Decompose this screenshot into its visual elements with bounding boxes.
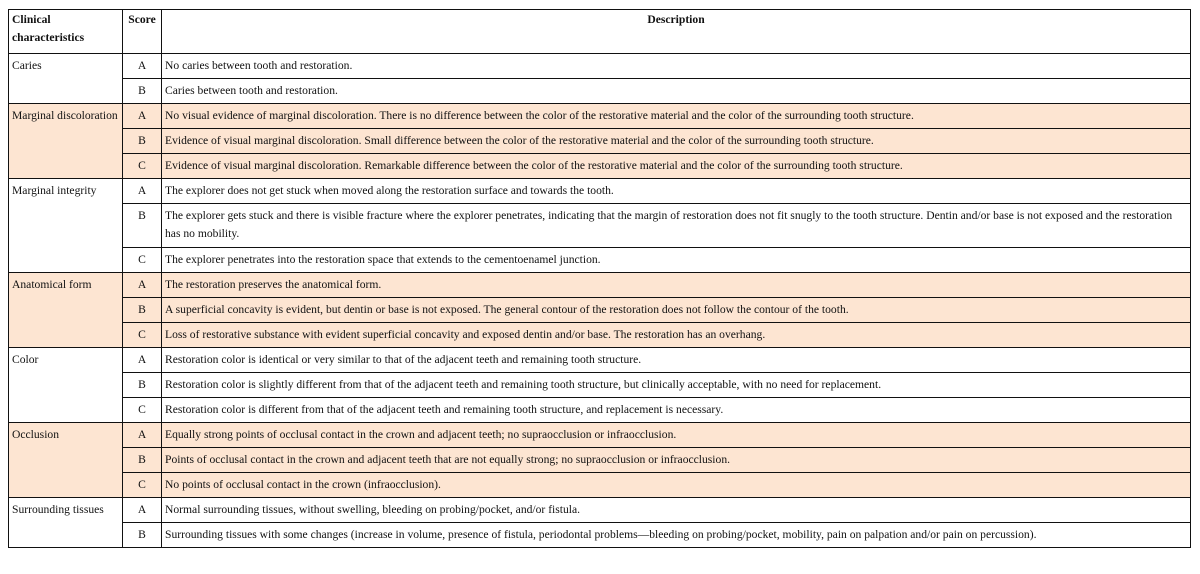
score-cell: C	[123, 473, 162, 498]
header-score: Score	[123, 10, 162, 54]
characteristic-cell: Surrounding tissues	[9, 498, 123, 548]
description-cell: Evidence of visual marginal discoloration. Small difference between the color of the restorative material and the color of the surrounding tooth structure.	[162, 129, 1191, 154]
score-cell: A	[123, 423, 162, 448]
table-row	[9, 79, 1191, 104]
table-row	[9, 323, 1191, 348]
characteristic-cell: Marginal integrity	[9, 179, 123, 273]
description-cell: The explorer does not get stuck when moved along the restoration surface and towards the tooth.	[162, 179, 1191, 204]
table-row	[9, 423, 1191, 448]
description-cell: Surrounding tissues with some changes (increase in volume, presence of fistula, periodontal problems—bleeding on probing/pocket, mobility, pain on palpation and/or pain on percussion).	[162, 523, 1191, 548]
characteristic-cell: Anatomical form	[9, 273, 123, 348]
score-cell: A	[123, 179, 162, 204]
description-cell: The explorer gets stuck and there is visible fracture where the explorer penetrates, indicating that the margin of restoration does not fit snugly to the tooth structure. Dentin and/or base is not exposed and the restoration has no mobility.	[162, 204, 1191, 248]
score-cell: B	[123, 129, 162, 154]
score-cell: A	[123, 348, 162, 373]
score-cell: A	[123, 54, 162, 79]
table-row	[9, 373, 1191, 398]
table-body	[9, 54, 1191, 548]
score-cell: B	[123, 204, 162, 248]
header-characteristics: Clinical characteristics	[9, 10, 123, 54]
table-row	[9, 248, 1191, 273]
table-row	[9, 104, 1191, 129]
header-row	[9, 10, 1191, 54]
description-cell: Points of occlusal contact in the crown and adjacent teeth that are not equally strong; no supraocclusion or infraocclusion.	[162, 448, 1191, 473]
table-row	[9, 473, 1191, 498]
description-cell: The explorer penetrates into the restoration space that extends to the cementoenamel junction.	[162, 248, 1191, 273]
score-cell: B	[123, 298, 162, 323]
description-cell: The restoration preserves the anatomical form.	[162, 273, 1191, 298]
table-row	[9, 398, 1191, 423]
score-cell: B	[123, 523, 162, 548]
table-row	[9, 129, 1191, 154]
characteristic-cell: Occlusion	[9, 423, 123, 498]
table-row	[9, 448, 1191, 473]
score-cell: A	[123, 498, 162, 523]
table-row	[9, 273, 1191, 298]
table-row	[9, 204, 1191, 248]
table-row	[9, 298, 1191, 323]
description-cell: No caries between tooth and restoration.	[162, 54, 1191, 79]
table-row	[9, 498, 1191, 523]
score-cell: B	[123, 448, 162, 473]
clinical-criteria-table-container	[8, 9, 1191, 548]
table-header	[9, 10, 1191, 54]
score-cell: A	[123, 104, 162, 129]
table-row	[9, 179, 1191, 204]
description-cell: Restoration color is different from that of the adjacent teeth and remaining tooth structure, and replacement is necessary.	[162, 398, 1191, 423]
score-cell: C	[123, 154, 162, 179]
table-row	[9, 154, 1191, 179]
description-cell: Restoration color is identical or very similar to that of the adjacent teeth and remaining tooth structure.	[162, 348, 1191, 373]
characteristic-cell: Marginal discoloration	[9, 104, 123, 179]
description-cell: Loss of restorative substance with evident superficial concavity and exposed dentin and/or base. The restoration has an overhang.	[162, 323, 1191, 348]
characteristic-cell: Color	[9, 348, 123, 423]
description-cell: Evidence of visual marginal discoloration. Remarkable difference between the color of the restorative material and the color of the surrounding tooth structure.	[162, 154, 1191, 179]
score-cell: B	[123, 373, 162, 398]
score-cell: C	[123, 248, 162, 273]
description-cell: No visual evidence of marginal discoloration. There is no difference between the color of the restorative material and the color of the surrounding tooth structure.	[162, 104, 1191, 129]
description-cell: A superficial concavity is evident, but dentin or base is not exposed. The general contour of the restoration does not follow the contour of the tooth.	[162, 298, 1191, 323]
header-description: Description	[162, 10, 1191, 54]
table-row	[9, 523, 1191, 548]
table-row	[9, 54, 1191, 79]
description-cell: Restoration color is slightly different from that of the adjacent teeth and remaining tooth structure, but clinically acceptable, with no need for replacement.	[162, 373, 1191, 398]
description-cell: Normal surrounding tissues, without swelling, bleeding on probing/pocket, and/or fistula.	[162, 498, 1191, 523]
table-row	[9, 348, 1191, 373]
score-cell: A	[123, 273, 162, 298]
description-cell: Equally strong points of occlusal contact in the crown and adjacent teeth; no supraocclusion or infraocclusion.	[162, 423, 1191, 448]
clinical-criteria-table	[8, 9, 1191, 548]
characteristic-cell: Caries	[9, 54, 123, 104]
description-cell: No points of occlusal contact in the crown (infraocclusion).	[162, 473, 1191, 498]
score-cell: C	[123, 398, 162, 423]
score-cell: C	[123, 323, 162, 348]
description-cell: Caries between tooth and restoration.	[162, 79, 1191, 104]
score-cell: B	[123, 79, 162, 104]
